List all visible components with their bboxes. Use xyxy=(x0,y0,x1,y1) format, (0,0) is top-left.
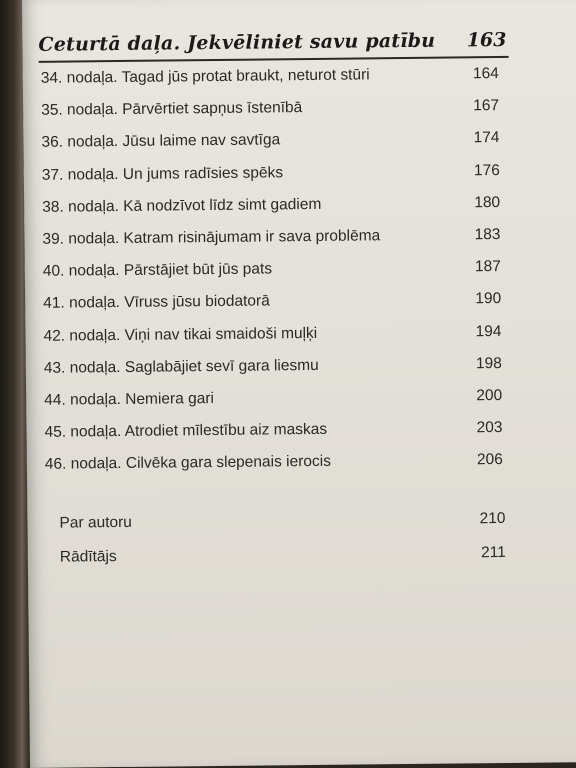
toc-entry-page: 183 xyxy=(474,225,501,244)
toc-entry-page: 200 xyxy=(476,386,503,405)
toc-entry xyxy=(44,419,502,456)
back-matter-label: Par autoru xyxy=(59,513,132,532)
running-header xyxy=(38,29,508,60)
toc-entry-page: 174 xyxy=(473,129,500,147)
back-matter-list xyxy=(59,510,506,583)
toc-entry-page: 206 xyxy=(476,451,503,469)
toc-entry-page: 180 xyxy=(474,193,501,212)
toc-entry xyxy=(44,355,502,392)
toc-entry xyxy=(41,97,499,134)
toc-entry-label: 35. nodaļa. Pārvērtiet sapņus īstenībā xyxy=(41,99,303,119)
toc-entry-label: 34. nodaļa. Tagad jūs protat braukt, neturot stūri xyxy=(40,66,370,87)
toc-entry xyxy=(42,162,500,199)
back-matter-label: Rādītājs xyxy=(59,548,117,566)
toc-entry xyxy=(44,387,502,424)
toc-entry-label: 41. nodaļa. Vīruss jūsu biodatorā xyxy=(43,292,270,313)
toc-entry-page: 198 xyxy=(475,354,502,372)
header-page-number: 163 xyxy=(466,28,507,52)
toc-entry xyxy=(45,451,503,488)
toc-entry-page: 176 xyxy=(473,161,500,179)
back-matter-entry xyxy=(60,544,506,583)
toc-entry xyxy=(41,65,499,102)
toc-entry xyxy=(42,226,500,263)
toc-entry-page: 167 xyxy=(473,97,500,115)
back-matter-page: 210 xyxy=(479,509,506,528)
toc-entry xyxy=(42,194,500,231)
toc-entry-page: 190 xyxy=(475,290,502,308)
toc-entry-label: 45. nodaļa. Atrodiet mīlestību aiz maskas xyxy=(44,420,328,441)
back-matter-page: 211 xyxy=(481,543,506,562)
toc-entry-label: 43. nodaļa. Saglabājiet sevī gara liesmu xyxy=(43,356,319,377)
toc-entry-page: 164 xyxy=(472,65,499,83)
toc-entry xyxy=(43,258,501,295)
table-of-contents xyxy=(41,65,503,488)
toc-entry-label: 36. nodaļa. Jūsu laime nav savtīga xyxy=(41,131,281,152)
toc-entry xyxy=(43,290,501,327)
toc-entry-label: 44. nodaļa. Nemiera gari xyxy=(44,389,215,409)
toc-entry-page: 187 xyxy=(474,258,501,276)
toc-entry-label: 46. nodaļa. Cilvēka gara slepenais ierocis xyxy=(44,453,332,474)
toc-entry-label: 40. nodaļa. Pārstājiet būt jūs pats xyxy=(42,260,273,280)
toc-entry-label: 42. nodaļa. Viņi nav tikai smaidoši muļķi xyxy=(43,324,318,345)
header-rule xyxy=(39,56,509,63)
back-matter-entry xyxy=(59,510,505,549)
toc-entry-page: 203 xyxy=(476,419,503,437)
book-page xyxy=(22,0,576,768)
section-title: Ceturtā daļa. Jekvēliniet savu patību xyxy=(38,29,436,56)
toc-entry xyxy=(41,129,499,166)
toc-entry-label: 39. nodaļa. Katram risinājumam ir sava problēma xyxy=(42,227,381,248)
toc-entry-page: 194 xyxy=(475,322,502,340)
toc-entry-label: 38. nodaļa. Kā nodzīvot līdz simt gadiem xyxy=(42,195,322,216)
toc-entry xyxy=(43,322,501,359)
toc-entry-label: 37. nodaļa. Un jums radīsies spēks xyxy=(41,163,284,184)
